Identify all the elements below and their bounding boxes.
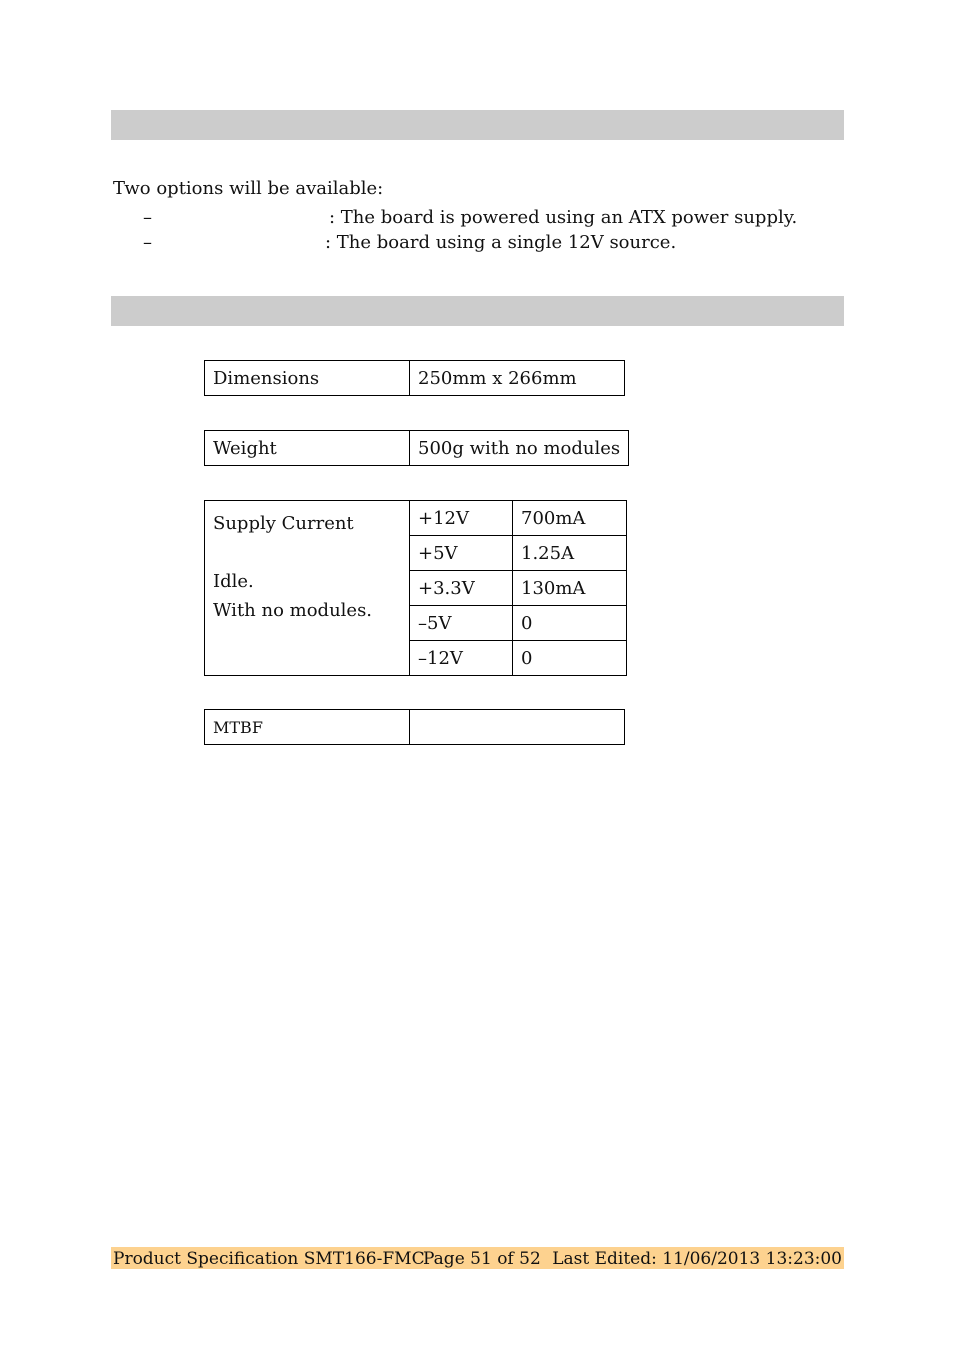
- supply-condition-modules: With no modules.: [213, 600, 373, 621]
- bullet-dash: –: [143, 232, 152, 253]
- weight-label: Weight: [205, 431, 410, 466]
- rail-voltage: +12V: [410, 501, 513, 536]
- rail-current: 130mA: [513, 571, 627, 606]
- rail-voltage: +3.3V: [410, 571, 513, 606]
- dimensions-table: [204, 360, 625, 396]
- option-12v: : The board using a single 12V source.: [325, 232, 677, 253]
- bullet-dash: –: [143, 207, 152, 228]
- dimensions-value: 250mm x 266mm: [410, 361, 625, 396]
- rail-voltage: –12V: [410, 641, 513, 676]
- rail-current: 0: [513, 606, 627, 641]
- weight-value: 500g with no modules: [410, 431, 629, 466]
- rail-current: 700mA: [513, 501, 627, 536]
- rail-voltage: –5V: [410, 606, 513, 641]
- intro-text: Two options will be available:: [113, 178, 384, 199]
- section-header-bar: [111, 296, 844, 326]
- weight-table: [204, 430, 629, 466]
- dimensions-label: Dimensions: [205, 361, 410, 396]
- mtbf-table: [204, 709, 625, 745]
- mtbf-label: MTBF: [205, 710, 410, 745]
- footer-page-number: Page 51 of 52: [423, 1249, 541, 1269]
- page-footer: [111, 1247, 844, 1269]
- rail-current: 0: [513, 641, 627, 676]
- option-atx: : The board is powered using an ATX power supply.: [329, 207, 798, 228]
- rail-voltage: +5V: [410, 536, 513, 571]
- supply-current-table: [204, 500, 627, 676]
- supply-current-cell: [205, 501, 410, 676]
- supply-condition-idle: Idle.: [213, 571, 254, 592]
- supply-current-label: Supply Current: [213, 513, 354, 534]
- mtbf-value: [410, 710, 625, 745]
- footer-doc-title: Product Specification SMT166-FMC: [113, 1249, 425, 1269]
- section-header-bar: [111, 110, 844, 140]
- rail-current: 1.25A: [513, 536, 627, 571]
- footer-last-edited: Last Edited: 11/06/2013 13:23:00: [552, 1249, 842, 1269]
